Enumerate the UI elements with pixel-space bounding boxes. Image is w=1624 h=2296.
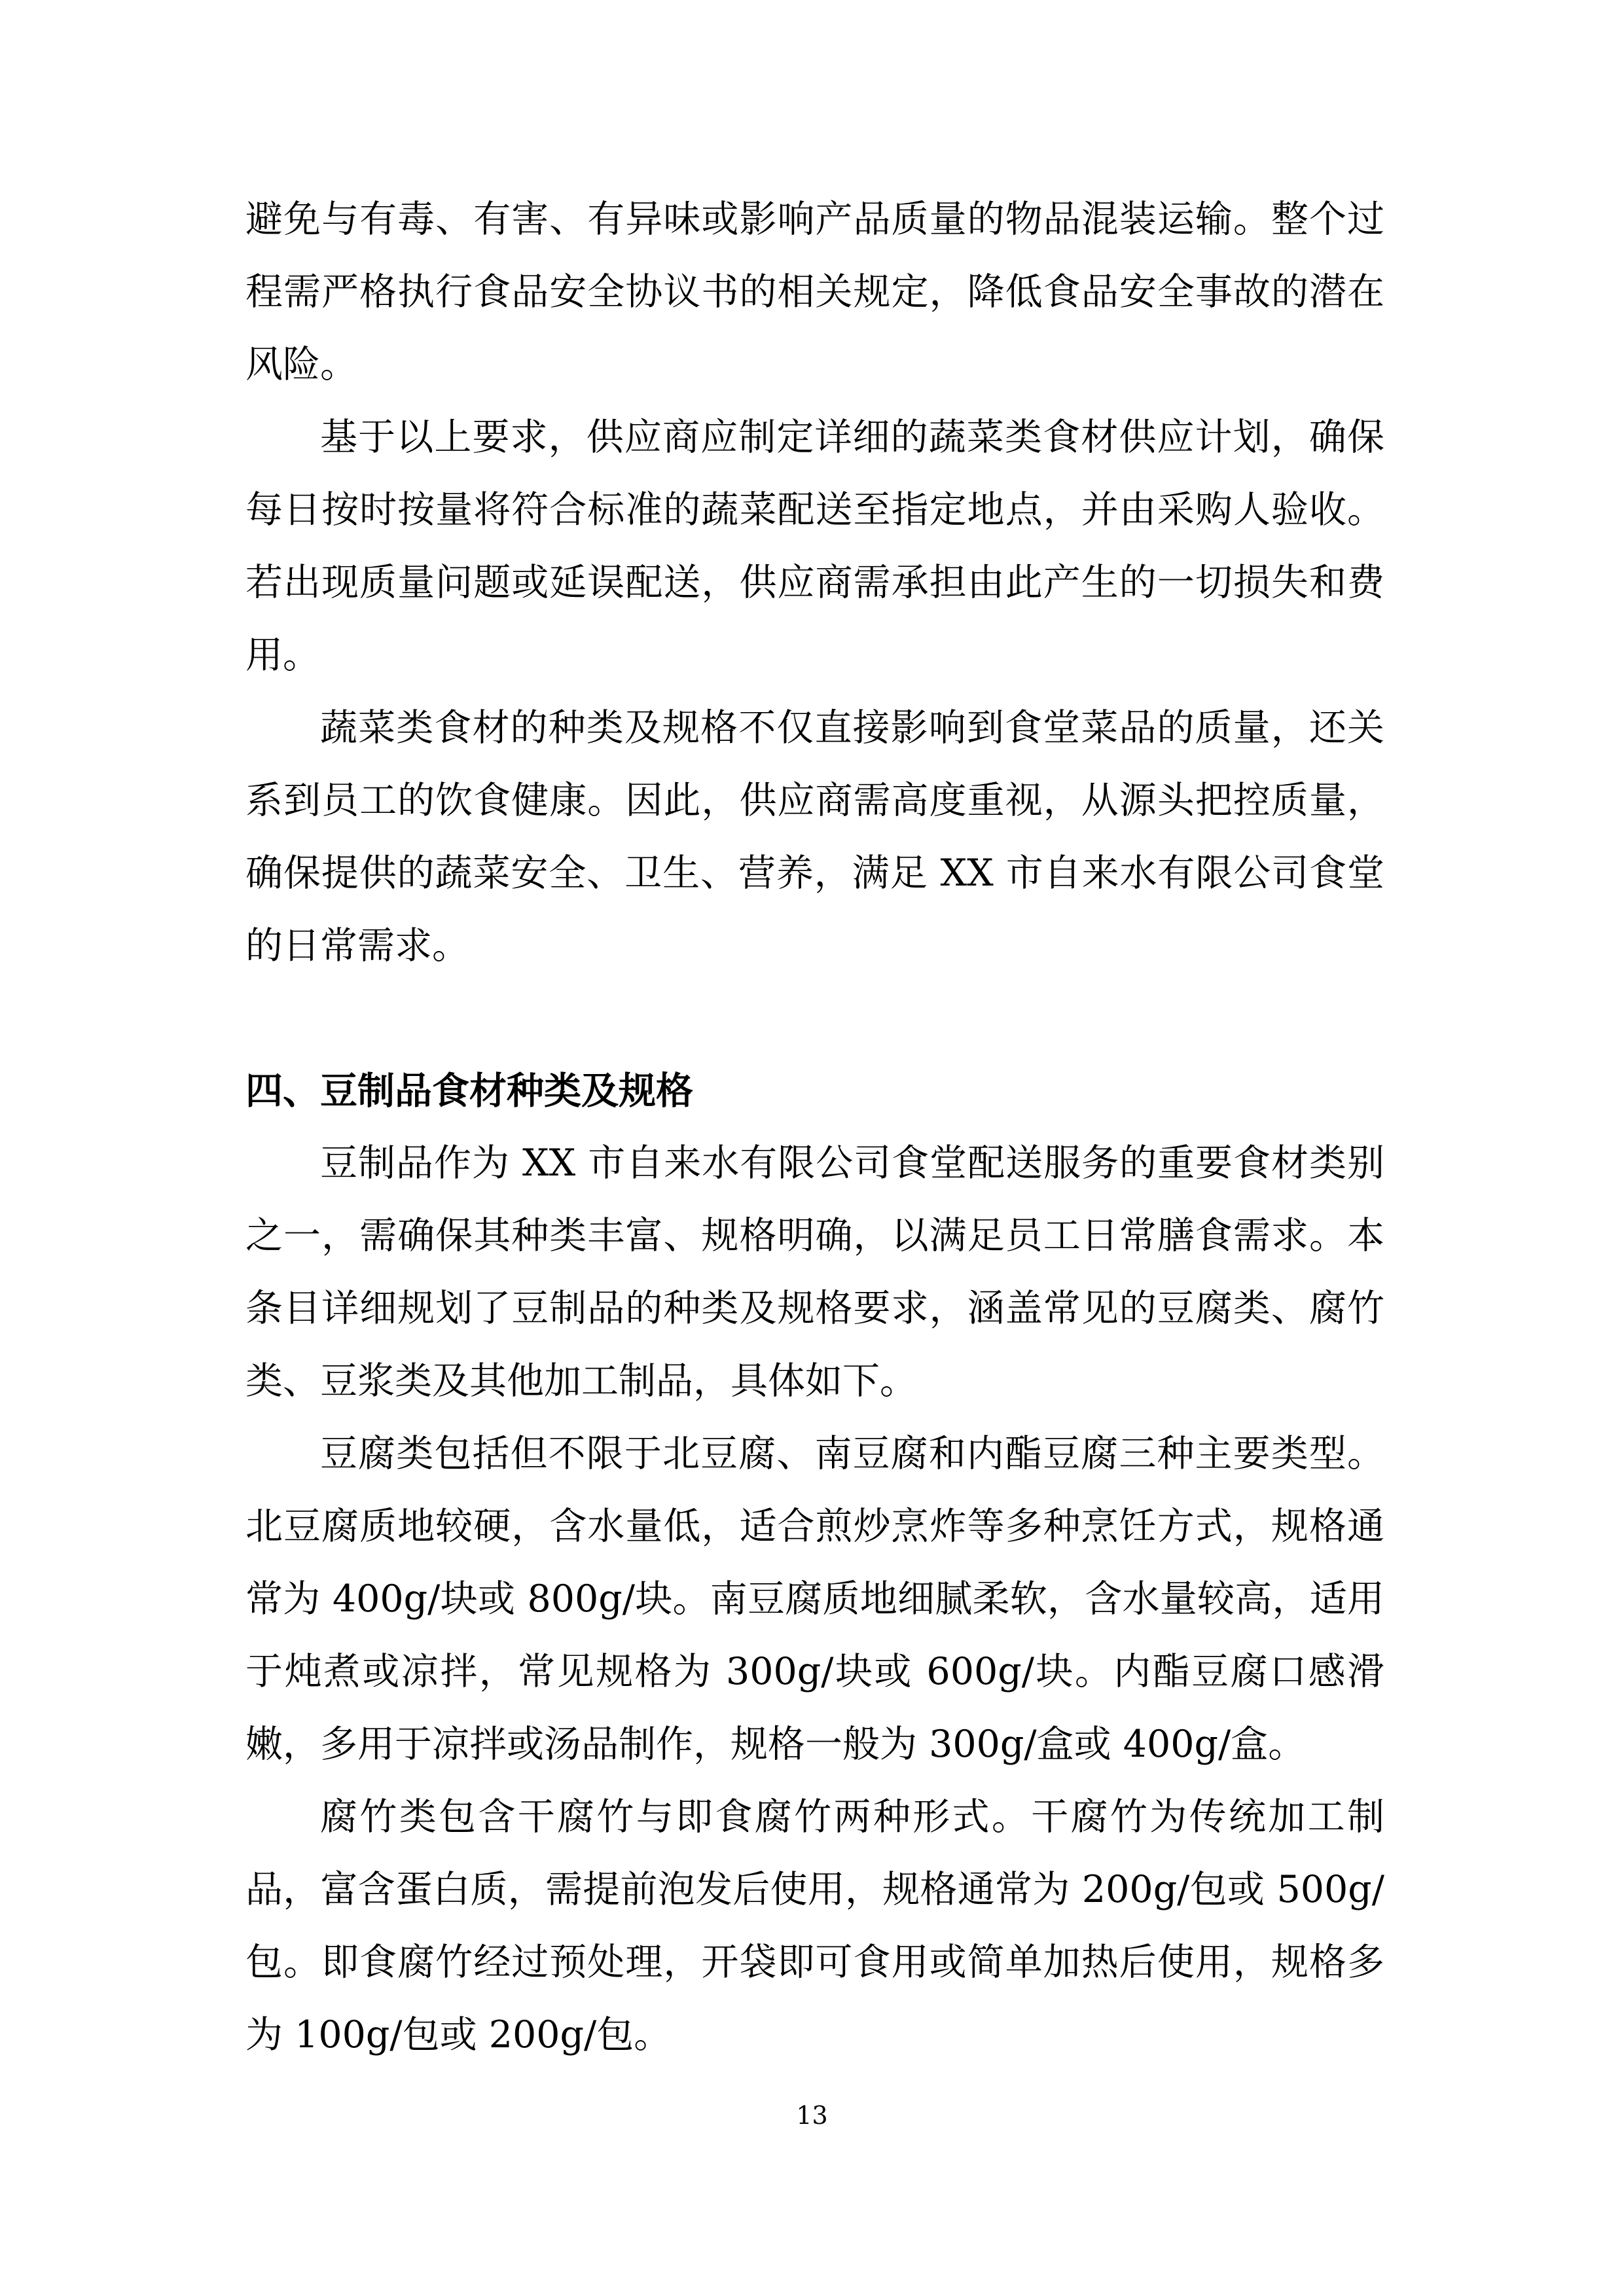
- paragraph-soy-intro: 豆制品作为 XX 市自来水有限公司食堂配送服务的重要食材类别之一，需确保其种类丰富、规格明确，以满足员工日常膳食需求。本条目详细规划了豆制品的种类及规格要求，涵盖常见的豆腐类、腐竹类、豆浆类及其他加工制品，具体如下。: [245, 1141, 1384, 1403]
- page-number: 13: [796, 2101, 828, 2130]
- paragraph-tofu-types: 豆腐类包括但不限于北豆腐、南豆腐和内酯豆腐三种主要类型。北豆腐质地较硬，含水量低，适合煎炒烹炸等多种烹饪方式，规格通常为 400g/块或 800g/块。南豆腐质地细腻柔软，含水量较高，适用于炖煮或凉拌，常见规格为 300g/块或 600g/块。内酯豆腐口感滑嫩，多用于凉拌或汤品制作，规格一般为 300g/盒或 400g/盒。: [245, 1432, 1384, 1766]
- paragraph-vegetable-quality: 蔬菜类食材的种类及规格不仅直接影响到食堂菜品的质量，还关系到员工的饮食健康。因此，供应商需高度重视，从源头把控质量，确保提供的蔬菜安全、卫生、营养，满足 XX 市自来水有限公司食堂的日常需求。: [245, 706, 1384, 967]
- paragraph-yuba-types: 腐竹类包含干腐竹与即食腐竹两种形式。干腐竹为传统加工制品，富含蛋白质，需提前泡发后使用，规格通常为 200g/包或 500g/包。即食腐竹经过预处理，开袋即可食用或简单加热后使用，规格多为 100g/包或 200g/包。: [245, 1795, 1384, 2056]
- paragraph-continuation: 避免与有毒、有害、有异味或影响产品质量的物品混装运输。整个过程需严格执行食品安全协议书的相关规定，降低食品安全事故的潜在风险。: [245, 198, 1384, 386]
- section-heading-soy-products: 四、豆制品食材种类及规格: [245, 1069, 693, 1113]
- document-page: [245, 183, 1384, 2072]
- paragraph-supply-plan: 基于以上要求，供应商应制定详细的蔬菜类食材供应计划，确保每日按时按量将符合标准的蔬菜配送至指定地点，并由采购人验收。若出现质量问题或延误配送，供应商需承担由此产生的一切损失和费用。: [245, 416, 1384, 677]
